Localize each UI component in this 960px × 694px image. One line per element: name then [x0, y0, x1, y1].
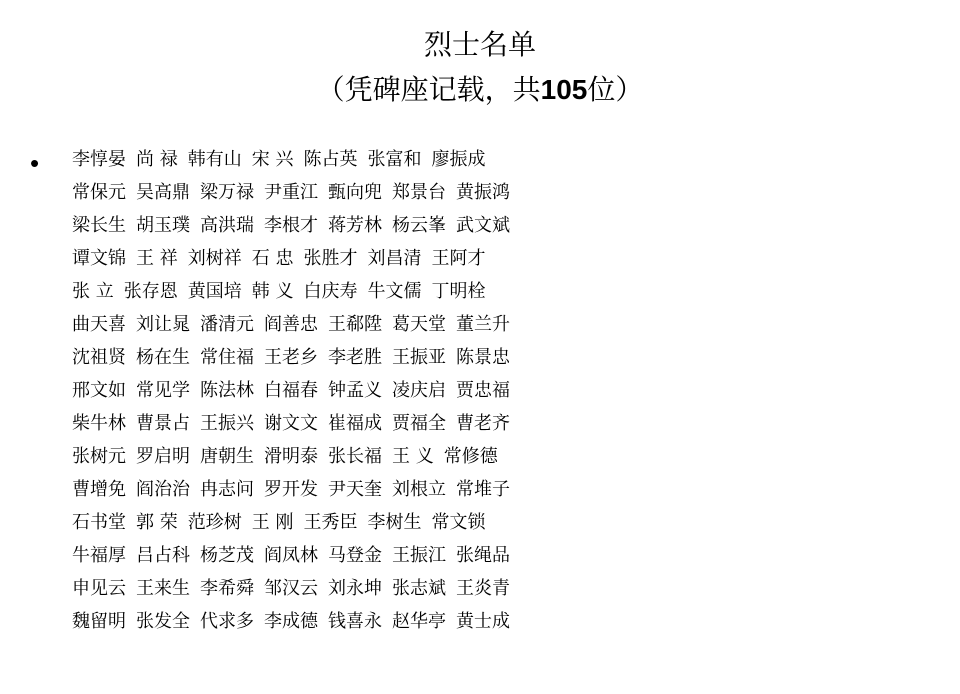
- martyr-name: 阎善忠: [264, 314, 318, 335]
- martyr-name: 梁万禄: [200, 182, 254, 203]
- martyr-name: 梁长生: [72, 215, 126, 236]
- martyr-name: 张胜才: [303, 248, 358, 269]
- martyr-name: 陈法林: [200, 380, 254, 401]
- martyr-name: 王炎青: [456, 578, 510, 599]
- martyr-name: 曹增免: [72, 479, 126, 500]
- martyr-name: 常见学: [136, 380, 190, 401]
- subtitle-count: 105: [540, 74, 588, 105]
- martyr-name: 曹老齐: [456, 413, 510, 434]
- martyr-name: 刘昌清: [367, 248, 422, 269]
- martyr-name: 罗启明: [136, 446, 190, 467]
- martyr-name: 滑明泰: [264, 446, 318, 467]
- martyr-name: 常修德: [443, 446, 498, 467]
- name-row: [72, 440, 942, 473]
- name-row: [72, 341, 942, 374]
- martyr-name: 马登金: [328, 545, 382, 566]
- martyr-name: 常保元: [72, 182, 126, 203]
- martyr-name: 丁明栓: [431, 281, 486, 302]
- martyr-name: 陈景忠: [456, 347, 510, 368]
- martyr-name: 胡玉璞: [136, 215, 190, 236]
- martyr-name: 凌庆启: [392, 380, 446, 401]
- martyr-name: 王老乡: [264, 347, 318, 368]
- martyr-name: 王 义: [392, 446, 434, 467]
- martyr-name: 宋 兴: [251, 149, 294, 170]
- martyr-name: 杨在生: [136, 347, 190, 368]
- name-row: [72, 242, 942, 275]
- martyr-name: 刘永坤: [328, 578, 382, 599]
- martyr-name: 王秀臣: [303, 512, 358, 533]
- martyr-name: 黄国培: [187, 281, 242, 302]
- list-bullet: •: [30, 148, 40, 178]
- name-row: [72, 374, 942, 407]
- martyr-name: 葛天堂: [392, 314, 446, 335]
- martyr-name: 钟孟义: [328, 380, 382, 401]
- name-row: [72, 539, 942, 572]
- martyr-name: 李树生: [367, 512, 422, 533]
- martyr-name: 尹天奎: [328, 479, 382, 500]
- name-row: [72, 605, 942, 638]
- name-row: [72, 209, 942, 242]
- name-row: [72, 143, 942, 176]
- martyr-name: 贾福全: [392, 413, 446, 434]
- martyr-name: 李希舜: [200, 578, 254, 599]
- martyr-name: 曲天喜: [72, 314, 126, 335]
- martyr-name: 武文斌: [456, 215, 510, 236]
- martyr-name: 尚 禄: [136, 149, 178, 170]
- martyr-name-list: [72, 143, 942, 638]
- martyr-name: 张志斌: [392, 578, 446, 599]
- martyr-name: 王振江: [392, 545, 446, 566]
- martyr-name: 石书堂: [72, 512, 126, 533]
- martyr-name: 牛福厚: [72, 545, 126, 566]
- martyr-name: 张发全: [136, 611, 190, 632]
- name-row: [72, 176, 942, 209]
- name-row: [72, 473, 942, 506]
- martyr-name: 董兰升: [456, 314, 510, 335]
- martyr-name: 李惇晏: [72, 149, 126, 170]
- martyr-name: 潘清元: [200, 314, 254, 335]
- martyr-name: 张绳品: [456, 545, 510, 566]
- martyr-name: 罗开发: [264, 479, 318, 500]
- martyr-name: 郑景台: [392, 182, 446, 203]
- martyr-name: 黄振鸿: [456, 182, 510, 203]
- martyr-name: 王阿才: [431, 248, 486, 269]
- martyr-name: 张富和: [367, 149, 422, 170]
- martyr-name: 王来生: [136, 578, 190, 599]
- martyr-name: 王振亚: [392, 347, 446, 368]
- martyr-name: 常住福: [200, 347, 254, 368]
- martyr-name: 石 忠: [251, 248, 294, 269]
- name-row: [72, 275, 942, 308]
- martyr-name: 魏留明: [72, 611, 126, 632]
- martyr-name: 常堆子: [456, 479, 510, 500]
- martyr-name: 刘树祥: [187, 248, 242, 269]
- martyr-name: 蒋芳林: [328, 215, 382, 236]
- martyr-name: 曹景占: [136, 413, 190, 434]
- subtitle-open: （凭碑座记载，共: [316, 73, 541, 106]
- martyr-name: 王 祥: [136, 248, 178, 269]
- martyr-name: 韩 义: [251, 281, 294, 302]
- martyr-name: 贾忠福: [456, 380, 510, 401]
- martyr-name: 刘让晁: [136, 314, 190, 335]
- martyr-name: 吴高鼎: [136, 182, 190, 203]
- martyr-name: 杨云峯: [392, 215, 446, 236]
- martyr-name: 谢文文: [264, 413, 318, 434]
- martyr-name: 阎治治: [136, 479, 190, 500]
- slide-title: 烈士名单: [423, 28, 536, 61]
- martyr-name: 白福春: [264, 380, 318, 401]
- subtitle-close: 位）: [587, 73, 644, 106]
- name-row: [72, 572, 942, 605]
- name-row: [72, 506, 942, 539]
- martyr-name: 李根才: [264, 215, 318, 236]
- martyr-name: 牛文儒: [367, 281, 422, 302]
- martyr-name: 郭 荣: [136, 512, 178, 533]
- martyr-name: 韩有山: [187, 149, 242, 170]
- martyr-name: 李成德: [264, 611, 318, 632]
- martyr-name: 钱喜永: [328, 611, 382, 632]
- martyr-name: 刘根立: [392, 479, 446, 500]
- martyr-name: 黄士成: [456, 611, 510, 632]
- martyr-name: 高洪瑞: [200, 215, 254, 236]
- martyr-name: 邹汉云: [264, 578, 318, 599]
- martyr-name: 王 刚: [251, 512, 294, 533]
- martyr-name: 廖振成: [431, 149, 486, 170]
- martyr-name: 陈占英: [303, 149, 358, 170]
- martyr-name: 谭文锦: [72, 248, 126, 269]
- martyr-name: 张长福: [328, 446, 382, 467]
- martyr-name: 范珍树: [187, 512, 242, 533]
- martyr-name: 张存恩: [123, 281, 178, 302]
- martyr-name: 崔福成: [328, 413, 382, 434]
- martyr-name: 吕占科: [136, 545, 190, 566]
- martyr-name: 代求多: [200, 611, 254, 632]
- martyr-name: 赵华亭: [392, 611, 446, 632]
- slide-subtitle: [0, 70, 960, 110]
- martyr-name: 柴牛林: [72, 413, 126, 434]
- martyr-name: 张树元: [72, 446, 126, 467]
- martyr-name: 申见云: [72, 578, 126, 599]
- martyr-name: 唐朝生: [200, 446, 254, 467]
- martyr-name: 王振兴: [200, 413, 254, 434]
- martyr-name: 王郗陞: [328, 314, 382, 335]
- martyr-name: 白庆寿: [303, 281, 358, 302]
- name-row: [72, 407, 942, 440]
- martyr-name: 李老胜: [328, 347, 382, 368]
- martyr-name: 尹重江: [264, 182, 318, 203]
- martyr-name: 张 立: [72, 281, 114, 302]
- martyr-name: 甄向兜: [328, 182, 382, 203]
- martyr-name: 阎凤林: [264, 545, 318, 566]
- martyr-name: 冉志问: [200, 479, 254, 500]
- martyr-name: 杨芝茂: [200, 545, 254, 566]
- name-row: [72, 308, 942, 341]
- martyr-name: 沈祖贤: [72, 347, 126, 368]
- martyr-name: 常文锁: [431, 512, 486, 533]
- martyr-name: 邢文如: [72, 380, 126, 401]
